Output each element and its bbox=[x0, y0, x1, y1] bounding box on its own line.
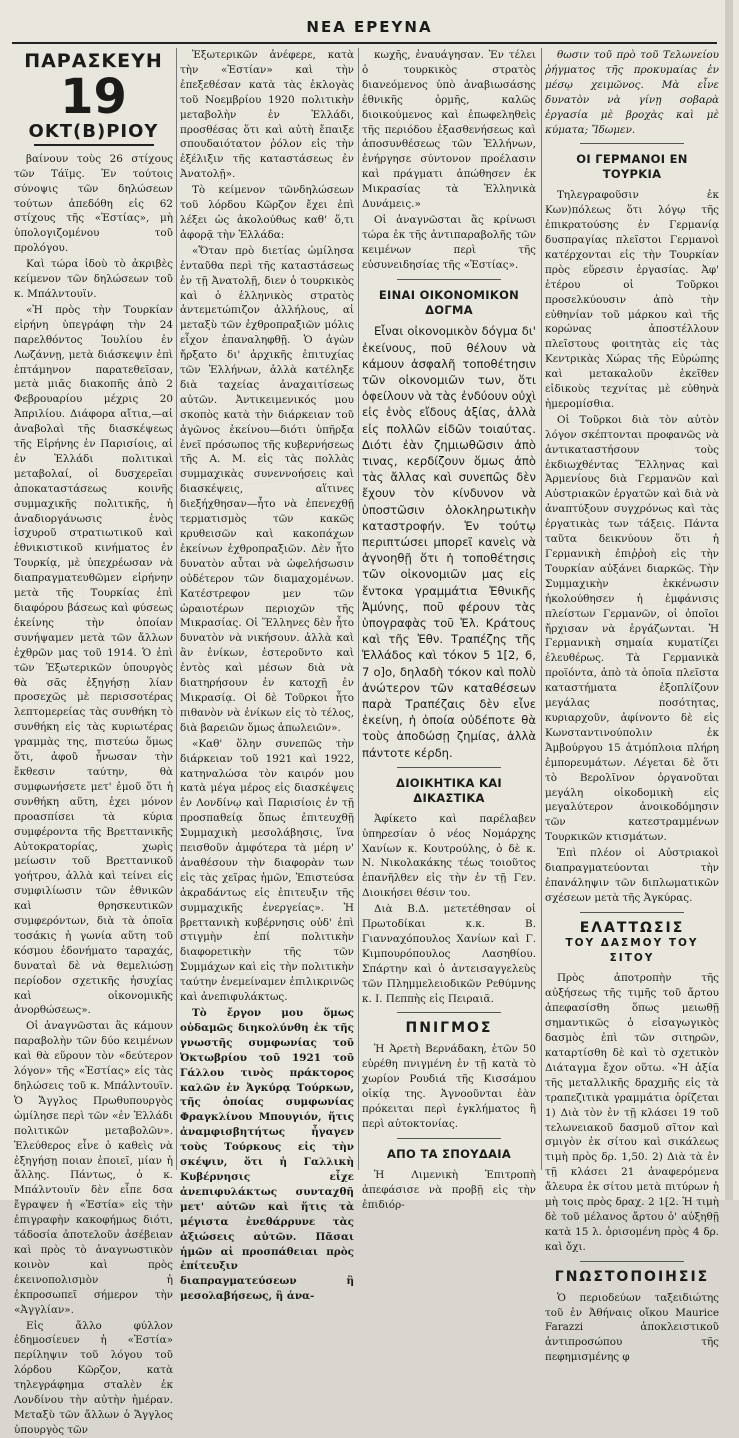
article-paragraph: Πρὸς ἀποτροπὴν τῆς αὐξήσεως τῆς τιμῆς τοῦ ἄρτου ἀπεφασίσθη ὅπως μειωθῇ σημαντικῶς ὁ εἰσαγωγικὸς δασμὸς ἐπὶ τῶν σιτηρῶν, καταρτίσθη δὲ καὶ τὸ σχετικὸν Διάταγμα ἔχον οὕτω. «Ἡ ἀξία τῆς μεταλλικῆς δραχμῆς εἰς τὰ τραπεζιτικὰ γραμμάτια ὁρίζεται 1) Διὰ τὸν ἐν τῇ κλάσει 19 τοῦ τελωνειακοῦ δασμοῦ σῖτον καὶ σμιγὸν ἐκ σίτου καὶ σικάλεως τιμὴ πρὸς δρ. 1,50. 2) Διὰ τὰ ἐν τῇ κλάσει 21 ἀναφερόμενα ἄλευρα ἐκ σίτου μετὰ πιτύρων ἡ μὴ τοις πρὸς δραχ. 2 1[2. Ἡ τιμὴ δὲ τοῦ μέλανος ἄρτου ὁ' αὐξηθῇ κατὰ 15 λ. ὁρισομένη πρὸς 4 δρ. καὶ ὄχι. bbox=[545, 972, 719, 1253]
date-day: ΠΑΡΑΣΚΕΥΗ bbox=[24, 50, 163, 72]
section-heading: ΠΝΙΓΜΟΣ bbox=[405, 1020, 493, 1037]
article-paragraph: Οἱ ἀναγνῶσται ἃς κάμουν παραβολὴν τῶν δύο κειμένων καὶ θὰ εὕρουν τὸν «δεύτερον λόγον» τῆς «Ἑστίας» εἰς τὰς δηλώσεις τοῦ κ. Μπάλντουϊν. Ὁ Ἄγγλος Πρωθυπουργὸς ὡμίλησε περὶ τῶν «ἐν Ἑλλάδι πολιτικῶν μεταβολῶν». Ἑλεύθερος εἶνε ὁ καθεὶς νὰ ἐξηγήσῃ ποιαν ἐποιεῖ, μίαν ἡ ἄλλης. Πάντως, ὁ κ. Μπάλντουϊν δὲν εἶπε δσα ἔγραψεν ἡ «Ἑστία» εἰς τὴν ἐπιγραφὴν κακοφήμως διότι, τάδοσία ἀποτελοῦν ἀσέβειαν καὶ πρὸς τὸ ἀναγνωστικὸν κοινὸν καὶ πρὸς ἐκεινοπολισμὸν ἡ ἐκπροσωπεῖ σήμερον τὴν «Ἀγγλίαν». bbox=[14, 1020, 173, 1316]
section-heading: ΔΙΟΙΚΗΤΙΚΑ ΚΑΙ ΔΙΚΑΣΤΙΚΑ bbox=[396, 775, 502, 805]
header-rule bbox=[12, 42, 717, 44]
article-paragraph: Ἡ Λιμενικὴ Ἐπιτροπὴ ἀπεφάσισε νὰ προβῇ εἰς τὴν ἐπιδιόρ- bbox=[362, 1168, 536, 1211]
section-separator bbox=[580, 1261, 684, 1262]
section-separator bbox=[397, 279, 501, 280]
section-heading: ΓΝΩΣΤΟΠΟΙΗΣΙΣ bbox=[554, 1268, 710, 1285]
article-paragraph: βαίνουν τοὺς 26 στίχους τῶν Τάϊμς. Ἐν τούτοις σύνοψις τῶν δηλώσεων τούτων ἀπεδόθη εἰς 62 στίχους τῆς «Ἑστίας», μὴ ὑπολογιζομένου τοῦ προλόγου. bbox=[14, 152, 173, 255]
section-heading: ΑΠΟ ΤΑ ΣΠΟΥΔΑΙΑ bbox=[386, 1146, 512, 1161]
article-paragraph: Ἀφίκετο καὶ παρέλαβεν ὑπηρεσίαν ὁ νέος Νομάρχης Χανίων κ. Κουτρούλης, ὁ δὲ κ. Ν. Νικολακάκης τέως τοιοῦτος ἐπανῆλθεν εἰς τὴν ἐν τῇ Γεν. Διοικήσει θέσιν του. bbox=[362, 812, 536, 900]
date-underline bbox=[34, 144, 154, 146]
article-paragraph: Τηλεγραφοῦσιν ἐκ Κων)πόλεως ὅτι λόγῳ τῆς ἐπικρατούσης ἐν Γερμανίᾳ δυσπραγίας πλεῖστοι Γερμανοὶ κατέρχονται εἰς τὴν Τουρκίαν πρὸς εὕρεσιν ἐργασίας. Ἀφ' ἑτέρου οἱ Τοῦρκοι προσελκύουσιν ἀπὸ τὴν εὐθηνίαν τοῦ μάρκου καὶ τῆς κορώνας ἀποστέλλουν πλεῖστους φοιτητὰς εἰς τὰς Κεντρικὰς Χώρας τῆς Εὐρώπης καὶ μετακαλοῦν ἐκεῖθεν εἰδικοὺς τεχνίτας μὲ εὐθηνὰ ἡμερομίσθια. bbox=[545, 189, 719, 410]
article-paragraph: θωσιν τοῦ πρὸ τοῦ Τελωνείου ῥήγματος τῆς προκυμαίας ἐν μέσῳ χειμῶνος. Μὰ εἶνε δυνατὸν νὰ γίνῃ σοβαρὰ ἐργασία μὲ βροχὰς καὶ μὲ κύματα; Ἴδωμεν. bbox=[545, 49, 719, 136]
article-paragraph: Οἱ ἀναγνῶσται ἃς κρίνωσι τώρα ἐκ τῆς ἀντιπαραβολῆς τῶν κειμένων περὶ τῆς εὐσυνειδησίας τῆς «Ἑστίας». bbox=[362, 213, 536, 271]
masthead: ΝΕΑ ΕΡΕΥΝΑ bbox=[306, 18, 433, 36]
article-paragraph: «Καθ' ὅλην συνεπῶς τὴν διάρκειαν τοῦ 1921 καὶ 1922, κατηναλώσα τὸν καιρόν μου κατὰ μέγα μέρος εἰς διασκέψεις ἐν Λονδίνῳ καὶ Παρισίοις ἐν τῇ προσπαθείᾳ ὅπως ἐπιτευχθῇ Συμμαχικὴ μεσολάβησις, ἵνα πεισθοῦν ἀμφότερα τὰ μέρη ν' ἀναθέσουν τὴν διαφορὰν των εἰς τὰς χεῖρας ἡμῶν, Ἐπιστεύσα ἀκραδάντως εἰς ἐπιτευξιν τῆς συμμαχικῆς ἐνεργείας». Ἡ βρεττανικὴ κυβέρνησις οὐδ' ἐπὶ στιγμὴν ἐπί πολιτικὴν διαφορετικὴν τῆς τῶν Συμμάχων καὶ εἰς τὴν πολιτικὴν ταύτην ἐνεμείναμεν ἐπιλικρινῶς καὶ ἀνεπιφυλάκτως. bbox=[180, 737, 354, 1004]
article-paragraph: Ἐξωτερικῶν ἀνέφερε, κατὰ τὴν «Ἑστίαν» καὶ τὴν ἐπεξεθέσαν κατὰ τὰς ἐκλογὰς τοῦ Νοεμβρίου 1920 πολιτικὴν μεταβολὴν ἐν Ἑλλάδι, προσθέσας ὅτι καὶ αὐτὴ ἔπαιξε σπουδαιότατον ῥόλον εἰς τὴν ἐξέλιξιν τῆς καταστάσεως ἐν Ἀνατολῇ». bbox=[180, 49, 354, 181]
section-separator bbox=[580, 912, 684, 913]
article-paragraph: Ὁ περιοδεύων ταξειδιώτης τοῦ ἐν Ἀθήναις οἴκου Maurice Farazzi ἀποκλειστικοῦ ἀντιπροσώπου τῆς πεφημισμένης φ bbox=[545, 1291, 719, 1364]
section-heading bbox=[545, 921, 719, 966]
article-paragraph: Εἰς ἄλλο φύλλον ἐδημοσίευεν ἡ «Ἑστία» περίληψιν τοῦ λόγου τοῦ λόρδου Κῶρζον, κατὰ τηλεγράφημα σταλὲν ἐκ Λονδίνου τὴν αὐτὴν ἡμέραν. Μεταξὺ τῶν ἄλλων ὁ Ἄγγλος ὑπουργὸς τῶν bbox=[14, 1319, 173, 1436]
article-paragraph: «Ὅταν πρὸ διετίας ὡμίλησα ἐνταῦθα περὶ τῆς καταστάσεως ἐν τῇ Ἀνατολῇ, διεν ὁ τουρκικὸς καὶ ὁ ἑλληνικὸς στρατὸς ἀντεμετώπιζον ἀλλήλους, αἱ μεταξὺ τῶν ἐχθροπραξιῶν μόλις εἶχον ἐπαναληφθῇ. Ὁ ἀγὼν ἤρξατο δι' ἀρχικῆς ἐπιτυχίας τῶν Ἑλλήνων, ἀλλὰ κατέληξε διὰ ταχείας ἀναχαιτίσεως αὐτῶν. Ἀντικειμενικός μου σκοπὸς κατὰ τὴν διάρκειαν τοῦ ἀγῶνος ἐκείνου—διότι ὑπῆρξα ἐνεῖ πρόσωπος τῆς κυβερνήσεως τῆς Α. Μ. εἰς τὰς πολλὰς συμμαχικὰς συνεννοήσεις καὶ διασκέψεις, αἵτινες διεξήχθησαν—ἦτο νὰ ἐπενεχθῇ τερματισμὸς τῶν κακῶς κρυθεισῶν καὶ κακοπάχων ἐκείνων ἐχθροπραξιῶν. Δὲν ἦτο δυνατὸν αὗται νὰ ὠφελήσωσιν οὐδέτερον τῶν διαμαχομένων. Κατέστρεφον μεν τῶν ὡραιοτέρων περιοχῶν τῆς Μικρασίας. Οἱ Ἕλληνες δὲν ἦτο δυνατὸν νὰ νικήσουν. ἀλλὰ καὶ ἂν ἐνίκων, ἐστεροῦντο καὶ ἐντὸς καὶ μέσων διὰ νὰ διατηρήσουν ἐν κατοχῇ ἐν Μικρασίᾳ. Οἱ δὲ Τοῦρκοι ἦτο πιθανὸν νὰ ἐνίκων εἰς τὸ τέλος, διὰ βαρειῶν ὅμως ἀπωλειῶν». bbox=[180, 244, 354, 734]
page-edge-shadow bbox=[725, 0, 733, 1200]
article-paragraph: Οἱ Τοῦρκοι διὰ τὸν αὐτὸν λόγον σκέπτονται προφανῶς νὰ ἀντικαταστήσουν τοὺς ἐκδιωχθέντας Ἕλληνας καὶ Ἀρμενίους διὰ Γερμανῶν καὶ Αὐστριακῶν ἐργατῶν καὶ διὰ νὰ ἀναπτύξουν συγχρόνως καὶ τὰς ἐργατικὰς των τάξεις. Πάντα ταῦτα δεικνύουν ὅτι ἡ Γερμανικὴ ἐπιῤῥοὴ εἰς τὴν Τουρκίαν αὐξάνει διαρκῶς. Τὴν Συμμαχικὴν ἐκκένωσιν ἠκολούθησεν ἡ ἐμφάνισις πλείστων Γερμανῶν, οἱ ὁποῖοι ἤρχισαν νὰ ἐργάζωνται. Ἡ Γερμανικὴ σημαία κυματίζει ἐλευθέρως. Τὰ Γερμανικὰ προϊόντα, ἀπὸ τὰ ὁποῖα πλεῖστα καταστήματα ἐξοπλίζουν μεγάλας ποσότητας, κυριαρχοῦν, ἀφίνοντο δὲ εἰς Κωνσταντινούπολιν ἐκ Ἀμβούργου 15 ἀτμόπλοια πλήρη ἐμπορευμάτων. Λέγεται δὲ ὅτι τὸ Βερολῖνον ὀργανοῦται μεγάλη οἰκοδομικὴ εἰς μεγαλύτερον ἀνοικοδόμησιν τῶν κατεστραμμένων Τουρκικῶν κτισμάτων. bbox=[545, 413, 719, 844]
section-heading: ΟΙ ΓΕΡΜΑΝΟΙ ΕΝ ΤΟΥΡΚΙΑ bbox=[576, 152, 688, 182]
section-separator bbox=[580, 143, 684, 144]
article-paragraph: Ἡ Ἀρετὴ Βερνάδακη, ἐτῶν 50 εὑρέθη πνιγμένη ἐν τῇ κατὰ τὸ χωρίον Ρουδιά τῆς Κισσάμου οἰκίᾳ της. Ἀγνοοῦνται ἐὰν πρόκειται περὶ ἐγκλήματος ἢ περὶ αὐτοκτονίας. bbox=[362, 1043, 536, 1130]
article-paragraph: Ἐπὶ πλέον οἱ Αὐστριακοὶ διαπραγματεύονται τὴν ἐπανάληψιν τῶν διπλωματικῶν σχέσεων μετὰ τῆς Ἀγκύρας. bbox=[545, 847, 719, 904]
section-separator bbox=[397, 1012, 501, 1013]
article-paragraph: κωχῆς, ἐναυάγησαν. Ἐν τέλει ὁ τουρκικὸς στρατὸς διανεόμενος ὑπὸ ἀναβιωσάσης ἐθνικῆς ὁρμῆς, καλῶς διοικούμενος καὶ ἐπωφεληθεὶς τῆς περιόδου ἐξασθενήσεως καὶ ἀποσυνθέσεως τῶν Ἑλλήνων, ἐνήργησε σύντονον προέλασιν καὶ πράγματι ἀπώθησεν ἐκ Μικρασίας τὰ Ἑλληνικὰ Δυνάμεις.» bbox=[362, 49, 536, 211]
section-heading-main: ΕΛΑΤΤΩΣΙΣ bbox=[579, 919, 685, 936]
date-box bbox=[14, 50, 173, 146]
article-paragraph: Διὰ Β.Δ. μετετέθησαν οἱ Πρωτοδίκαι κ.κ. Β. Γιανναχόπουλος Χανίων καὶ Γ. Κιμπουρόπουλος Λασηθίου. Σπάρτην καὶ ὁ ἀντεισαγγελεὺς τῶν Πλημμελειοδικῶν Ρεθύμνης κ. Ι. Πεππὴς εἰς Πειραιᾶ. bbox=[362, 903, 536, 1005]
section-separator bbox=[397, 767, 501, 768]
article-paragraph-bold: Τὸ ἔργον μου ὅμως οὐδαμῶς διηκολύνθη ἐκ τῆς γνωστῆς συμφωνίας τοῦ Ὀκτωβρίου τοῦ 1921 τοῦ Γάλλου τινὸς πράκτορος καλῶν ἐν Ἀγκύρᾳ Τούρκων, τῆς ὁποίας συμφωνίας Φραγκλίνου Μπουγιόν, ἥτις ἀναμφισβητήτως ἦγαγεν τοὺς Τούρκους εἰς τὴν σκέψιν, ὅτι ἡ Γαλλικὴ Κυβέρνησις εἶχε ἀνεπιφυλάκτως συνταχθῆ μετ' αὐτῶν καὶ ἥτις τὰ μέγιστα ἐνεθάρρυνε τὰς ἀξιώσεις αὐτῶν. Πᾶσαι ἡμῶν αἱ προσπάθειαι πρὸς ἐπίτευξιν διαπραγματεύσεων ἢ μεσολαβήσεως, ἢ ἀνα- bbox=[180, 1007, 354, 1303]
article-paragraph: Τὸ κείμενον τῶνδηλώσεων τοῦ λόρδου Κῶρζον ἔχει ἐπὶ λέξει ὡς ἀκολούθως καθ' ὅ,τι ἀφορᾷ τὴν Ἑλλάδα: bbox=[180, 184, 354, 241]
date-month: ΟΚΤ(Β)ΡΙΟΥ bbox=[28, 120, 159, 142]
article-paragraph: Καὶ τώρα ἰδοὺ τὸ ἀκριβὲς κείμενον τῶν δηλώσεων τοῦ κ. Μπάλντουϊν. bbox=[14, 258, 173, 300]
section-subheading: ΤΟΥ ΔΑΣΜΟΥ ΤΟΥ ΣΙΤΟΥ bbox=[565, 936, 699, 964]
section-separator bbox=[397, 1138, 501, 1139]
advertisement-text: Εἶναι οἰκονομικὸν δόγμα δι' ἐκείνους, ποῦ θέλουν νὰ κάμουν ἀσφαλῆ τοποθέτησιν τῶν οἰκονομιῶν των, ὅτι ὀφείλουν νὰ τὰς ἐνδύουν οὐχὶ εἰς ἑνὸς εἴδους ἀξίας, ἀλλὰ εἰς πολλῶν εἰδῶν τοιαύτας. Διότι ἐὰν ζημιωθῶσιν ἀπὸ τινας, κερδίζουν ὅμως ἀπὸ τὰς ἄλλας καὶ συνεπῶς δὲν ἔχουν τὸν κίνδυνον νὰ ὑποστῶσιν ὁλοκληρωτικὴν καταστροφήν. Ἐν τούτῳ περιπτώσει μπορεῖ κανεὶς νὰ ἀγνοηθῇ ὅτι ἡ τοποθέτησις τῶν οἰκονομιῶν μας εἰς ἔντοκα γραμμάτια Ἐθνικῆς Ἀμύνης, ποῦ φέρουν τὰς ὑπογραφὰς τοῦ Ἑλ. Κράτους καὶ τῆς Ἐθν. Τραπέζης τῆς Ἑλλάδος καὶ τόκον 5 1[2, 6, 7 ο]ο, δηλαδὴ τόκον καὶ πολὺ ἀνώτερον τῶν καταθέσεων παρὰ Τραπέζαις δὲν εἶνε ἐκείνη, ἡ ὁποία οὐδέποτε θὰ τοὺς ἀποδώσῃ ζημίας, ἀλλὰ πάντοτε κέρδη. bbox=[362, 324, 536, 760]
date-number: 19 bbox=[60, 68, 127, 125]
article-paragraph: «Ἡ πρὸς τὴν Τουρκίαν εἰρήνη ὑπεγράφη τὴν 24 παρελθόντος Ἰουλίου ἐν Λωζάννῃ, μετὰ διάσκεψιν ἐπὶ ἑπτάμηνον παρατεθεῖσαν, μετὰ μιᾶς διακοπῆς ἀπὸ 2 Φεβρουαρίου μέχρις 20 Ἀπριλίου. Διάφορα αἴτια,—αἱ ἀναβολαὶ τῆς διασκέψεως τῆς Εἰρήνης ἐν Παρισίοις, αἱ ἐν Ἑλλάδι πολιτικαὶ μεταβολαί, οἱ δυσχερεῖαι ἀποκαταστάσεως κοινῆς συμμαχικῆς πολιτικῆς, ἡ ἀναδιοργάνωσις ἑνὸς ἰσχυροῦ στρατιωτικοῦ καὶ ἐθνικιστικοῦ κινήματος ἐν Τουρκίᾳ, μὲ ὑπεχρέωσαν νὰ διαπραγματευθῶμεν εἰρήνην μετὰ τῆς Τουρκίας ἐπὶ διαφόρου βάσεως καὶ φύσεως ἐκείνης τὴν ὁποίαν συνήψαμεν μετὰ τῶν ἄλλων ἐχθρῶν μας τοῦ 1914. Ὁ ἐπὶ τῶν Ἐξωτερικῶν ὑπουργὸς θὰ σᾶς ἐξηγήσῃ λίαν προσεχῶς μὲ περισσοτέρας λεπτομερείας τὰς συνθήκη τὸ συνθήκη εἰς τὰς κυριωτέρας γραμμὰς της, πιστεύω ὅμως ὅτι, ἀφοῦ ἦνωσαν τὴν ἔκθεσιν ταύτην, θὰ συμφωνήσετε μετ' ἐμοῦ ὅτι ἡ συνθήκη αὕτη, ἐχει μόνον προασπίσει τὰ κύρια συμφέροντα τῆς Βρεττανικῆς Αὐτοκρατορίας, χωρὶς μείωσιν τοῦ Βρεττανικοῦ γοήτρου, ἀλλὰ καὶ τείνει εἰς συμφιλίωσιν τῶν ἐθνικῶν καὶ θρησκευτικῶν συμφερόντων, διὰ τὰ ὁποῖα τοσάκις ἡ γωνία αὕτη τοῦ κόσμου ἐδονήματο ταραχάς, δυναταὶ δὲ νὰ θεμελιώσῃ περίοδον σχετικῆς ἡσυχίας καὶ οἰκονομικῆς ἀνορθώσεως». bbox=[14, 303, 173, 1017]
section-heading: ΕΙΝΑΙ ΟΙΚΟΝΟΜΙΚΟΝ ΔΟΓΜΑ bbox=[378, 287, 520, 317]
